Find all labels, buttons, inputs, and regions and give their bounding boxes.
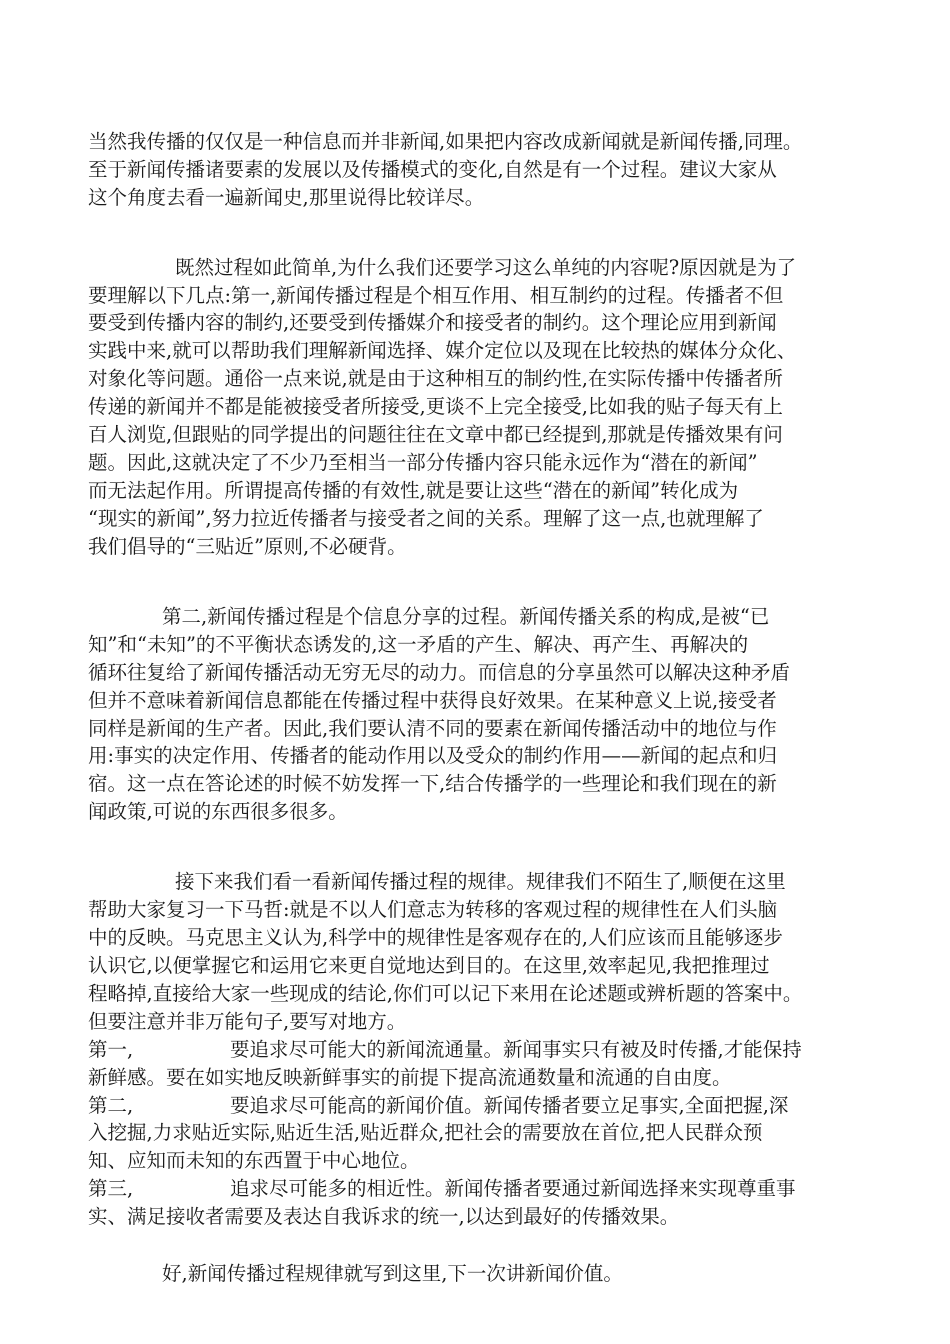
list-item-text: 要追求尽可能高的新闻价值。新闻传播者要立足事实,全面把握,深 [230, 1094, 789, 1117]
text-line: 知”和“未知”的不平衡状态诱发的,这一矛盾的产生、解决、再产生、再解决的 [88, 633, 749, 656]
text-line: 既然过程如此简单,为什么我们还要学习这么单纯的内容呢?原因就是为了 [175, 256, 797, 279]
text-line: 同样是新闻的生产者。因此,我们要认清不同的要素在新闻传播活动中的地位与作 [88, 717, 777, 740]
list-marker: 第二, [88, 1094, 134, 1117]
text-line: 认识它,以便掌握它和运用它来更自觉地达到目的。在这里,效率起见,我把推理过 [88, 954, 770, 977]
text-line: 帮助大家复习一下马哲:就是不以人们意志为转移的客观过程的规律性在人们头脑 [88, 898, 778, 921]
text-line: 我们倡导的“三贴近”原则,不必硬背。 [88, 535, 407, 558]
text-line: 好,新闻传播过程规律就写到这里,下一次讲新闻价值。 [162, 1262, 623, 1285]
text-line: 用:事实的决定作用、传播者的能动作用以及受众的制约作用——新闻的起点和归 [88, 744, 778, 767]
text-line: 这个角度去看一遍新闻史,那里说得比较详尽。 [88, 186, 485, 209]
text-line: 第二,新闻传播过程是个信息分享的过程。新闻传播关系的构成,是被“已 [162, 605, 770, 628]
text-line: 中的反映。马克思主义认为,科学中的规律性是客观存在的,人们应该而且能够逐步 [88, 926, 783, 949]
text-line: 但要注意并非万能句子,要写对地方。 [88, 1010, 407, 1033]
text-line: 而无法起作用。所谓提高传播的有效性,就是要让这些“潜在的新闻”转化成为 [88, 479, 739, 502]
text-line: “现实的新闻”,努力拉近传播者与接受者之间的关系。理解了这一点,也就理解了 [88, 507, 764, 530]
text-line: 闻政策,可说的东西很多很多。 [88, 800, 348, 823]
list-item-text: 入挖掘,力求贴近实际,贴近生活,贴近群众,把社会的需要放在首位,把人民群众预 [88, 1121, 763, 1144]
list-marker: 第一, [88, 1038, 134, 1061]
list-item-text: 追求尽可能多的相近性。新闻传播者要通过新闻选择来实现尊重事 [230, 1177, 796, 1200]
text-line: 程略掉,直接给大家一些现成的结论,你们可以记下来用在论述题或辨析题的答案中。 [88, 982, 803, 1005]
text-line: 传递的新闻并不都是能被接受者所接受,更谈不上完全接受,比如我的贴子每天有上 [88, 395, 783, 418]
list-item-text: 实、满足接收者需要及表达自我诉求的统一,以达到最好的传播效果。 [88, 1205, 680, 1228]
text-line: 实践中来,就可以帮助我们理解新闻选择、媒介定位以及现在比较热的媒体分众化、 [88, 339, 797, 362]
list-item-text: 知、应知而未知的东西置于中心地位。 [88, 1149, 420, 1172]
text-line: 宿。这一点在答论述的时候不妨发挥一下,结合传播学的一些理论和我们现在的新 [88, 772, 777, 795]
text-line: 但并不意味着新闻信息都能在传播过程中获得良好效果。在某种意义上说,接受者 [88, 689, 777, 712]
text-line: 百人浏览,但跟贴的同学提出的问题往往在文章中都已经提到,那就是传播效果有问 [88, 423, 783, 446]
text-line: 要理解以下几点:第一,新闻传播过程是个相互作用、相互制约的过程。传播者不但 [88, 284, 784, 307]
text-line: 循环往复给了新闻传播活动无穷无尽的动力。而信息的分享虽然可以解决这种矛盾 [88, 661, 791, 684]
text-line: 当然我传播的仅仅是一种信息而并非新闻,如果把内容改成新闻就是新闻传播,同理。 [88, 130, 803, 153]
text-line: 对象化等问题。通俗一点来说,就是由于这种相互的制约性,在实际传播中传播者所 [88, 367, 783, 390]
list-item-text: 要追求尽可能大的新闻流通量。新闻事实只有被及时传播,才能保持 [230, 1038, 802, 1061]
text-line: 至于新闻传播诸要素的发展以及传播模式的变化,自然是有一个过程。建议大家从 [88, 158, 777, 181]
text-line: 题。因此,这就决定了不少乃至相当一部分传播内容只能永远作为“潜在的新闻” [88, 451, 758, 474]
list-item-text: 新鲜感。要在如实地反映新鲜事实的前提下提高流通数量和流通的自由度。 [88, 1066, 732, 1089]
list-marker: 第三, [88, 1177, 134, 1200]
text-line: 要受到传播内容的制约,还要受到传播媒介和接受者的制约。这个理论应用到新闻 [88, 311, 777, 334]
text-line: 接下来我们看一看新闻传播过程的规律。规律我们不陌生了,顺便在这里 [175, 870, 786, 893]
